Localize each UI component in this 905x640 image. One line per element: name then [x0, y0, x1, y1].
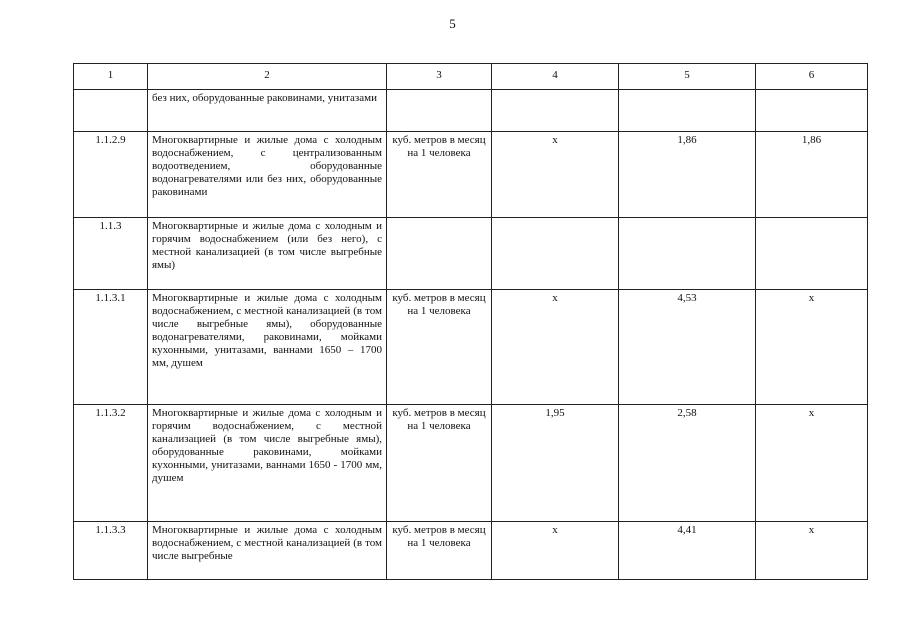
row-value-col6: x — [756, 405, 868, 522]
row-unit: куб. метров в месяц на 1 человека — [387, 522, 492, 580]
row-value-col6: 1,86 — [756, 132, 868, 218]
table-row — [74, 405, 868, 522]
table-row — [74, 522, 868, 580]
row-code: 1.1.3.1 — [74, 290, 148, 405]
row-value-col4 — [492, 218, 619, 290]
column-header: 1 — [74, 64, 148, 90]
row-value-col5 — [619, 90, 756, 132]
row-unit — [387, 218, 492, 290]
row-value-col5: 2,58 — [619, 405, 756, 522]
row-unit — [387, 90, 492, 132]
row-code: 1.1.3.2 — [74, 405, 148, 522]
row-value-col6 — [756, 218, 868, 290]
table-row — [74, 90, 868, 132]
row-unit: куб. метров в месяц на 1 человека — [387, 290, 492, 405]
table-header-row — [74, 64, 868, 90]
row-value-col6 — [756, 90, 868, 132]
row-value-col4: x — [492, 290, 619, 405]
row-description: Многоквартирные и жилые дома с холодным водоснабжением, с местной канализацией (в том числе выгребные — [148, 522, 387, 580]
row-description: Многоквартирные и жилые дома с холодным и горячим водоснабжением, с местной канализацией (в том числе выгребные ямы), оборудованные раковинами, мойками кухонными, унитазами, ваннами 1650 - 1700 мм, душем — [148, 405, 387, 522]
column-header: 6 — [756, 64, 868, 90]
row-value-col4: 1,95 — [492, 405, 619, 522]
row-value-col6: x — [756, 290, 868, 405]
table-row — [74, 132, 868, 218]
row-description: Многоквартирные и жилые дома с холодным водоснабжением, с местной канализацией (в том числе выгребные ямы), оборудованные водонагревателями, раковинами, мойками кухонными, унитазами, ваннами 1650 – 1700 мм, душем — [148, 290, 387, 405]
row-code: 1.1.3.3 — [74, 522, 148, 580]
row-value-col5: 4,53 — [619, 290, 756, 405]
row-value-col5: 1,86 — [619, 132, 756, 218]
row-code: 1.1.2.9 — [74, 132, 148, 218]
row-value-col6: x — [756, 522, 868, 580]
column-header: 4 — [492, 64, 619, 90]
row-unit: куб. метров в месяц на 1 человека — [387, 132, 492, 218]
consumption-norms-table — [73, 63, 868, 580]
page-number: 5 — [449, 16, 456, 31]
table-row — [74, 218, 868, 290]
column-header: 3 — [387, 64, 492, 90]
row-unit: куб. метров в месяц на 1 человека — [387, 405, 492, 522]
row-value-col4: x — [492, 132, 619, 218]
row-code — [74, 90, 148, 132]
row-value-col5: 4,41 — [619, 522, 756, 580]
row-value-col4: x — [492, 522, 619, 580]
table-row — [74, 290, 868, 405]
row-code: 1.1.3 — [74, 218, 148, 290]
row-value-col4 — [492, 90, 619, 132]
row-value-col5 — [619, 218, 756, 290]
row-description: Многоквартирные и жилые дома с холодным и горячим водоснабжением (или без него), с местной канализацией (в том числе выгребные ямы) — [148, 218, 387, 290]
column-header: 5 — [619, 64, 756, 90]
column-header: 2 — [148, 64, 387, 90]
row-description: без них, оборудованные раковинами, унитазами — [148, 90, 387, 132]
row-description: Многоквартирные и жилые дома с холодным водоснабжением, с централизованным водоотведением, оборудованные водонагревателями или без них, оборудованные раковинами — [148, 132, 387, 218]
